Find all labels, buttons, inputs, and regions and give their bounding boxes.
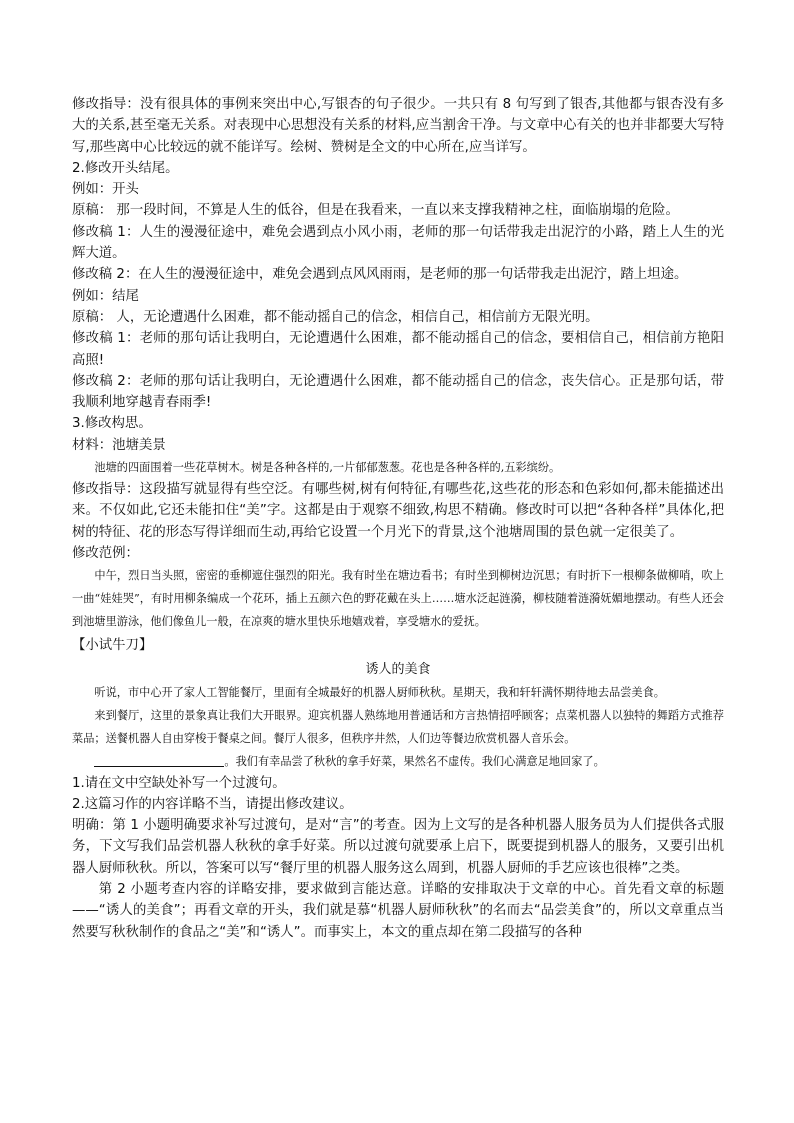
revision-example-label: 修改范例： [72,545,139,561]
material-pond-text: 池塘的四面围着一些花草树木。树是各种各样的,一片郁郁葱葱。花也是各种各样的,五彩缤纷。 [94,461,561,475]
original-opening: 原稿： 那一段时间，不算是人生的低谷，但是在我看来，一直以来支撑我精神之柱，面临崩塌的危险。 [72,203,679,219]
revision-opening-1: 修改稿 1：人生的漫漫征途中，难免会遇到点小风小雨，老师的那一句话带我走出泥泞的小路，踏上人生的光辉大道。 [72,224,724,262]
revision-ending-2: 修改稿 2：老师的那句话让我明白，无论遭遇什么困难，都不能动摇自己的信念，丧失信心。正是那句话，带我顺利地穿越青春雨季! [72,373,724,411]
essay-paragraph-1: 听说，市中心开了家人工智能餐厅，里面有全城最好的机器人厨师秋秋。星期天，我和轩轩满怀期待地去品尝美食。 [94,685,665,699]
answer-2: 第 2 小题考查内容的详略安排，要求做到言能达意。详略的安排取决于文章的中心。首先看文章的标题——“诱人的美食”；再看文章的开头，我们就是慕“机器人厨师秋秋”的名而去“品尝美食”的，所以文章重点当然要写秋秋制作的食品之“美”和“诱人”。而事实上，本文的重点却在第二段描写的各种 [72,882,724,940]
revision-opening-2: 修改稿 2：在人生的漫漫征途中，难免会遇到点风风雨雨，是老师的那一句话带我走出泥泞，踏上坦途。 [72,267,688,283]
essay-title: 诱人的美食 [365,661,431,677]
material-label: 材料：池塘美景 [72,437,166,453]
question-2: 2.这篇习作的内容详略不当，请提出修改建议。 [72,796,353,812]
heading-revise-conception: 3.修改构思。 [72,416,152,432]
essay-paragraph-3-text: 。我们有幸品尝了秋秋的拿手好菜，果然名不虚传。我们心满意足地回家了。 [224,754,605,768]
example-label-opening: 例如：开头 [72,182,139,198]
revision-example-text: 中午，烈日当头照，密密的垂柳遮住强烈的阳光。我有时坐在塘边看书；有时坐到柳树边沉思；有时折下一根柳条做柳哨，吹上一曲“娃娃哭”，有时用柳条编成一个花环，插上五颜六色的野花戴在头上……塘水泛起涟漪，柳枝随着涟漪妩媚地摆动。有些人还会到池塘里游泳，他们像鱼儿一般，在凉爽的塘水里快乐地嬉戏着，享受塘水的爱抚。 [72,569,724,629]
paragraph-guidance-2: 修改指导：这段描写就显得有些空泛。有哪些树,树有何特征,有哪些花,这些花的形态和色彩如何,都未能描述出来。不仅如此,它还未能扣住“美”字。这都是由于观察不细致,构思不精确。修改时可以把“各种各样”具体化,把树的特征、花的形态写得详细而生动,再给它设置一个月光下的背景,这个池塘周围的景色就一定很美了。 [72,482,724,540]
essay-paragraph-3 [72,750,724,773]
example-label-ending: 例如：结尾 [72,288,139,304]
essay-paragraph-2: 来到餐厅，这里的景象真让我们大开眼界。迎宾机器人熟练地用普通话和方言热情招呼顾客；点菜机器人以独特的舞蹈方式推荐菜品；送餐机器人自由穿梭于餐桌之间。餐厅人很多，但秩序井然，人们边等餐边欣赏机器人音乐会。 [72,708,724,745]
revision-ending-1: 修改稿 1：老师的那句话让我明白，无论遭遇什么困难，都不能动摇自己的信念，要相信自己，相信前方艳阳高照! [72,331,724,368]
question-1: 1.请在文中空缺处补写一个过渡句。 [72,775,286,791]
heading-revise-opening-ending: 2.修改开头结尾。 [72,160,179,176]
section-practice-heading: 【小试牛刀】 [72,638,153,654]
paragraph-guidance-1: 修改指导：没有很具体的事例来突出中心,写银杏的句子很少。一共只有 8 句写到了银杏,其他都与银杏没有多大的关系,甚至毫无关系。对表现中心思想没有关系的材料,应当割舍干净。与文章中心有关的也并非都要大写特写,那些离中心比较远的就不能详写。绘树、赞树是全文的中心所在,应当详写。 [72,97,724,155]
fill-in-blank-line [94,752,224,767]
original-ending: 原稿： 人，无论遭遇什么困难，都不能动摇自己的信念，相信自己，相信前方无限光明。 [72,309,599,325]
document-page [72,94,724,943]
answer-1: 明确：第 1 小题明确要求补写过渡句，是对“言”的考查。因为上文写的是各种机器人服务员为人们提供各式服务，下文写我们品尝机器人秋秋的拿手好菜。所以过渡句就要承上启下，既要提到机器人的服务，又要引出机器人厨师秋秋。所以，答案可以写“餐厅里的机器人服务这么周到，机器人厨师的手艺应该也很棒”之类。 [72,818,724,876]
